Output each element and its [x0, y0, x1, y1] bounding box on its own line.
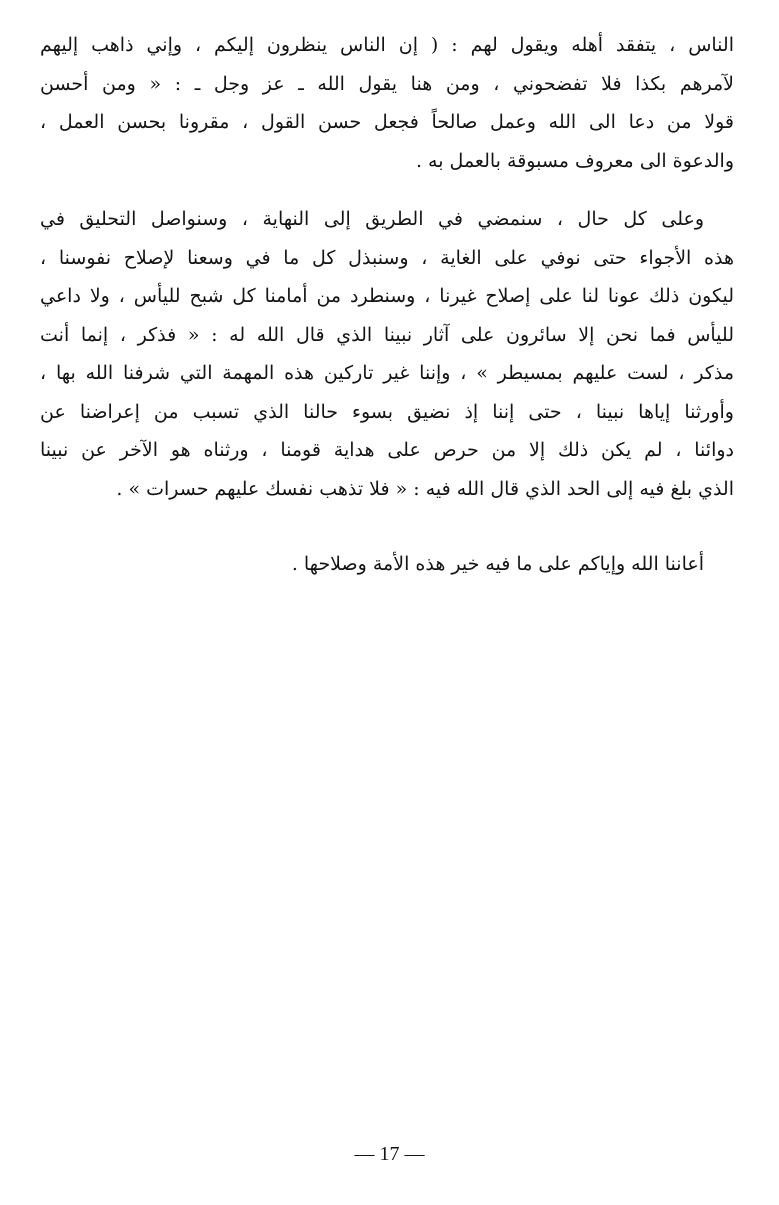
text-line: والدعوة الى معروف مسبوقة بالعمل به .: [415, 149, 734, 172]
paragraph-1: [40, 26, 734, 180]
text-line: وعلى كل حال ، سنمضي في الطريق إلى النهاية ، وسنواصل التحليق في: [40, 208, 704, 230]
page-number: — 17 —: [354, 1143, 425, 1165]
text-line: لليأس فما نحن إلا سائرون على آثار نبينا الذي قال الله له : « فذكر ، إنما أنت: [40, 323, 734, 346]
paragraph-2: [40, 200, 734, 508]
text-line: لآمرهم بكذا فلا تفضحوني ، ومن هنا يقول الله ـ عز وجل ـ : « ومن أحسن: [40, 72, 734, 95]
text-line: ليكون ذلك عونا لنا على إصلاح غيرنا ، وسنطرد من أمامنا كل شبح لليأس ، ولا داعي: [40, 285, 734, 307]
text-line: الناس ، يتفقد أهله ويقول لهم : ( إن الناس ينظرون إليكم ، وإني ذاهب إليهم: [40, 34, 734, 56]
text-line: مذكر ، لست عليهم بمسيطر » ، وإننا غير تاركين هذه المهمة التي شرفنا الله بها ،: [40, 362, 734, 384]
text-line: دوائنا ، لم يكن ذلك إلا من حرص على هداية قومنا ، ورثناه هو الآخر عن نبينا: [40, 439, 734, 461]
text-line: أعاننا الله وإياكم على ما فيه خير هذه الأمة وصلاحها .: [291, 553, 704, 575]
text-line: قولا من دعا الى الله وعمل صالحاً فجعل حسن القول ، مقرونا بحسن العمل ،: [40, 111, 734, 133]
paragraph-3: [40, 545, 734, 584]
text-line: الذي بلغ فيه إلى الحد الذي قال الله فيه : « فلا تذهب نفسك عليهم حسرات » .: [116, 477, 734, 500]
text-line: هذه الأجواء حتى نوفي على الغاية ، وسنبذل كل ما في وسعنا لإصلاح نفوسنا ،: [40, 246, 734, 269]
text-line: وأورثنا إياها نبينا ، حتى إننا إذ نضيق بسوء حالنا الذي تسبب من إعراضنا عن: [40, 400, 734, 423]
